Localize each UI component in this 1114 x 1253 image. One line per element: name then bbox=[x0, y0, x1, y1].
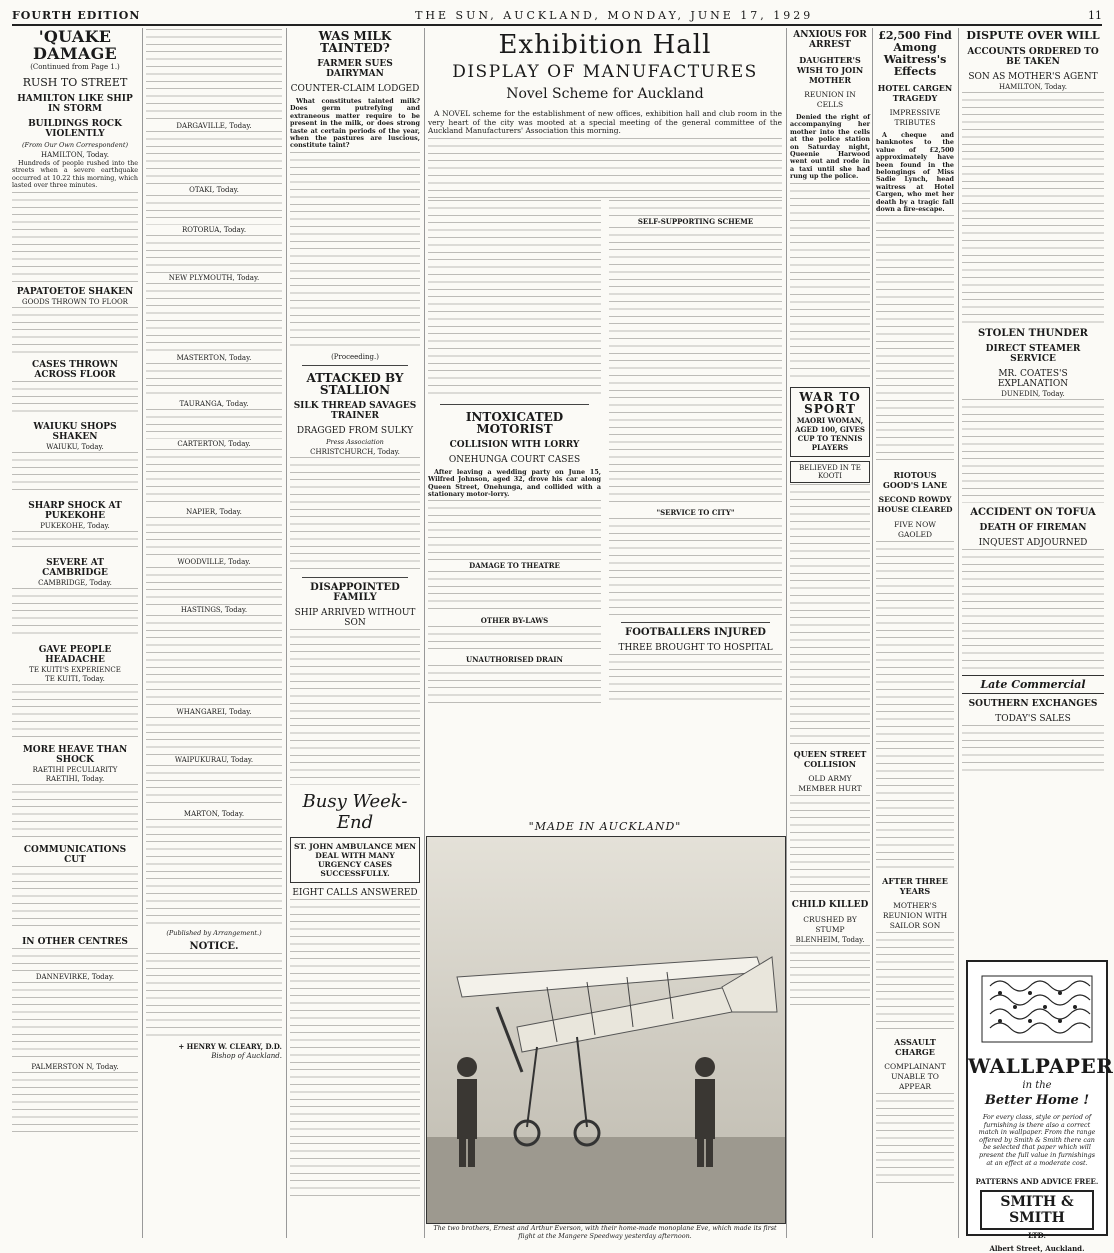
monoplane-photo bbox=[426, 836, 786, 1224]
column-2 bbox=[146, 28, 282, 1238]
byline: (From Our Own Correspondent) bbox=[21, 141, 128, 149]
war-to-sport-box bbox=[790, 387, 870, 457]
text-body bbox=[146, 235, 282, 273]
ad-address: Albert Street, Auckland. bbox=[989, 1244, 1085, 1253]
headline-collision-lorry: COLLISION WITH LORRY bbox=[449, 439, 580, 450]
subheadline-te-kuiti: TE KUITI'S EXPERIENCE bbox=[29, 665, 121, 674]
headline-onehunga: ONEHUNGA COURT CASES bbox=[448, 454, 581, 465]
text-body bbox=[609, 200, 782, 216]
headline-hamilton: HAMILTON LIKE SHIP IN STORM bbox=[17, 94, 133, 114]
text-body bbox=[290, 899, 420, 1199]
column-3 bbox=[290, 28, 420, 1238]
st-john-subhead: ST. JOHN AMBULANCE MEN DEAL WITH MANY URGENCY CASES SUCCESSFULLY. bbox=[294, 841, 417, 878]
headline-headache: GAVE PEOPLE HEADACHE bbox=[38, 644, 112, 665]
text-body bbox=[12, 684, 138, 740]
headline-accounts: ACCOUNTS ORDERED TO BE TAKEN bbox=[967, 47, 1099, 67]
article-lede: Hundreds of people rushed into the streets when a severe earthquake occurred at 10.22 this morning, which lasted over three minutes. bbox=[12, 159, 138, 190]
headline-coates: MR. COATES'S EXPLANATION bbox=[997, 369, 1069, 389]
subheadline-raetihi: RAETIHI PECULIARITY bbox=[32, 765, 118, 774]
dateline: ROTORUA, Today. bbox=[181, 226, 247, 234]
text-body bbox=[146, 409, 282, 439]
headline-three-hospital: THREE BROUGHT TO HOSPITAL bbox=[618, 642, 773, 653]
dateline: PALMERSTON N, Today. bbox=[31, 1062, 119, 1071]
dateline: CAMBRIDGE, Today. bbox=[38, 578, 112, 587]
text-body bbox=[962, 399, 1104, 503]
headline-rowdy-house: SECOND ROWDY HOUSE CLEARED bbox=[877, 495, 953, 515]
text-body bbox=[12, 381, 138, 417]
headline-notice: NOTICE. bbox=[189, 941, 239, 952]
dateline: HASTINGS, Today. bbox=[180, 606, 248, 614]
monoplane-illustration bbox=[427, 837, 785, 1223]
headline-anxious: ANXIOUS FOR ARREST bbox=[793, 30, 867, 50]
dateline: HAMILTON, Today. bbox=[41, 151, 109, 159]
text-body bbox=[428, 571, 601, 615]
headline-death-fireman: DEATH OF FIREMAN bbox=[979, 523, 1087, 533]
dateline: MASTERTON, Today. bbox=[176, 354, 252, 362]
text-body bbox=[428, 138, 782, 198]
text-body bbox=[790, 945, 870, 1005]
text-body bbox=[12, 192, 138, 282]
headline-eight-calls: EIGHT CALLS ANSWERED bbox=[292, 887, 418, 898]
dateline: WAIPUKURAU, Today. bbox=[174, 756, 254, 764]
dateline: NEW PLYMOUTH, Today. bbox=[168, 274, 260, 282]
headline-farmer-sues: FARMER SUES DAIRYMAN bbox=[317, 59, 393, 79]
column-6 bbox=[876, 28, 954, 1238]
text-body bbox=[146, 131, 282, 185]
text-body bbox=[12, 784, 138, 840]
headline-dragged: DRAGGED FROM SULKY bbox=[296, 425, 414, 436]
headline-quake-damage: 'QUAKE DAMAGE bbox=[32, 27, 118, 63]
text-body bbox=[12, 531, 138, 553]
text-body bbox=[146, 195, 282, 225]
headline-tofua: ACCIDENT ON TOFUA bbox=[970, 507, 1096, 518]
text-body bbox=[609, 518, 782, 618]
headline-child-killed: CHILD KILLED bbox=[791, 899, 869, 910]
dateline: CARTERTON, Today. bbox=[177, 440, 251, 448]
divider bbox=[302, 577, 408, 578]
headline-son-as: SON AS MOTHER'S AGENT bbox=[968, 72, 1098, 82]
dateline: DUNEDIN, Today. bbox=[1001, 390, 1065, 398]
text-body bbox=[146, 283, 282, 353]
subheadline-te-kooti: BELIEVED IN TE KOOTI bbox=[790, 461, 870, 483]
text-body bbox=[12, 1072, 138, 1132]
masthead-title: THE SUN, AUCKLAND, MONDAY, JUNE 17, 1929 bbox=[415, 9, 814, 22]
text-body bbox=[146, 363, 282, 399]
text-body bbox=[290, 457, 420, 573]
text-body bbox=[428, 200, 601, 400]
column-5 bbox=[790, 28, 870, 1238]
photo-caption: The two brothers, Ernest and Arthur Everson, with their home-made monoplane Eve, which made its first flight at the Mangere Speedway yesterday afternoon. bbox=[433, 1224, 777, 1240]
text-body bbox=[12, 982, 138, 1062]
article-lede: A cheque and banknotes to the value of £2,500 approximately have been found in the belongings of Miss Sadie Lynch, head waitress at Hotel Cargen, who met her death by a tragic fall down a fire-escape. bbox=[876, 131, 954, 214]
text-body bbox=[428, 665, 601, 705]
ad-brand: SMITH & SMITH bbox=[980, 1190, 1094, 1230]
headline-pukekohe: SHARP SHOCK AT PUKEKOHE bbox=[28, 500, 122, 521]
text-body bbox=[962, 92, 1104, 324]
column-rule bbox=[872, 28, 873, 1238]
headline-cambridge: SEVERE AT CAMBRIDGE bbox=[42, 557, 108, 578]
column-rule bbox=[286, 28, 287, 1238]
headline-war-to-sport: WAR TO SPORT bbox=[799, 389, 861, 416]
text-body bbox=[146, 953, 282, 1041]
dateline: TE KUITI, Today. bbox=[45, 674, 105, 683]
headline-silk-thread: SILK THREAD SAVAGES TRAINER bbox=[293, 400, 417, 421]
byline: Press Association bbox=[326, 437, 384, 446]
dateline: DANNEVIRKE, Today. bbox=[35, 972, 115, 981]
text-body bbox=[876, 1093, 954, 1183]
dateline: NAPIER, Today. bbox=[186, 508, 242, 516]
headline-crushed: CRUSHED BY STUMP bbox=[803, 914, 857, 934]
text-body bbox=[290, 152, 420, 352]
headline-papatoetoe: PAPATOETOE SHAKEN bbox=[16, 286, 134, 297]
dateline: RAETIHI, Today. bbox=[45, 774, 105, 783]
proceeding-note: (Proceeding.) bbox=[331, 352, 379, 361]
headline-after-three: AFTER THREE YEARS bbox=[882, 876, 948, 897]
headline-army-member: OLD ARMY MEMBER HURT bbox=[798, 773, 862, 793]
article-lede: After leaving a wedding party on June 15, Wilfred Johnson, aged 32, drove his car along Queen Street, Onehunga, and collided with a stationary motor-lorry. bbox=[428, 467, 601, 498]
headline-ship-arrived: SHIP ARRIVED WITHOUT SON bbox=[294, 607, 416, 628]
headline-disappointed: DISAPPOINTED FAMILY bbox=[310, 581, 400, 603]
headline-southern: SOUTHERN EXCHANGES bbox=[968, 699, 1098, 709]
text-body bbox=[146, 615, 282, 707]
column-rule bbox=[958, 28, 959, 1238]
column-1 bbox=[12, 28, 138, 1238]
text-body bbox=[962, 725, 1104, 775]
dateline: MARTON, Today. bbox=[183, 810, 245, 818]
divider bbox=[302, 365, 408, 366]
text-body bbox=[876, 215, 954, 465]
headline-comms-cut: COMMUNICATIONS CUT bbox=[23, 844, 127, 865]
arrangement-note: (Published by Arrangement.) bbox=[166, 929, 262, 937]
subheadline-goods-floor: GOODS THROWN TO FLOOR bbox=[22, 297, 128, 306]
headline-queen-collision: QUEEN STREET COLLISION bbox=[793, 748, 867, 769]
headline-dispute: DISPUTE OVER WILL bbox=[966, 29, 1100, 42]
continued-note: (Continued from Page 1.) bbox=[30, 63, 120, 71]
wallpaper-roll-icon bbox=[982, 970, 1092, 1048]
text-body bbox=[962, 549, 1104, 669]
wallpaper-advertisement bbox=[966, 960, 1114, 1253]
ad-ltd: LTD. bbox=[1028, 1231, 1046, 1241]
dateline: TAURANGA, Today. bbox=[179, 400, 249, 408]
subheadline-maori-woman: MAORI WOMAN, AGED 100, GIVES CUP TO TENNIS PLAYERS bbox=[795, 415, 865, 452]
headline-five-gaoled: FIVE NOW GAOLED bbox=[894, 520, 936, 540]
text-body bbox=[146, 567, 282, 605]
dateline: WAIUKU, Today. bbox=[46, 442, 104, 451]
dateline: WOODVILLE, Today. bbox=[177, 558, 251, 566]
exhibition-columns bbox=[428, 199, 782, 707]
divider bbox=[621, 622, 770, 623]
headline-todays-sales: TODAY'S SALES bbox=[995, 714, 1071, 724]
text-body bbox=[428, 626, 601, 654]
headline-impressive: IMPRESSIVE TRIBUTES bbox=[889, 108, 941, 127]
headline-cases-thrown: CASES THROWN ACROSS FLOOR bbox=[32, 359, 118, 380]
exhibition-col-right bbox=[609, 199, 782, 707]
ad-in-the: in the bbox=[1022, 1080, 1052, 1091]
headline-stolen-thunder: STOLEN THUNDER bbox=[977, 328, 1088, 339]
subhead-service-city: "SERVICE TO CITY" bbox=[656, 507, 735, 517]
divider bbox=[440, 404, 589, 405]
headline-heave: MORE HEAVE THAN SHOCK bbox=[22, 744, 128, 765]
headline-intoxicated: INTOXICATED MOTORIST bbox=[465, 409, 564, 436]
text-body bbox=[609, 654, 782, 702]
headline-other-centres: IN OTHER CENTRES bbox=[22, 936, 128, 947]
text-body bbox=[146, 819, 282, 927]
dateline: CHRISTCHURCH, Today. bbox=[310, 447, 400, 456]
headline-complainant: COMPLAINANT UNABLE TO APPEAR bbox=[884, 1062, 946, 1092]
ad-copy: For every class, style or period of furnishing is there also a correct match in wallpaper. From the range offered by Smith & Smith there can be selected that paper which will present the full value in furnishings at an effect at a moderate cost. bbox=[978, 1113, 1096, 1167]
signature: + HENRY W. CLEARY, D.D. bbox=[178, 1042, 282, 1051]
headline-reunion-cells: REUNION IN CELLS bbox=[804, 90, 856, 109]
text-body bbox=[876, 932, 954, 1032]
subhead-damage-theatre: DAMAGE TO THEATRE bbox=[469, 561, 560, 571]
text-body bbox=[12, 588, 138, 640]
ad-better-home: Better Home ! bbox=[984, 1093, 1090, 1108]
text-body bbox=[146, 765, 282, 809]
headline-direct-steamer: DIRECT STEAMER SERVICE bbox=[985, 344, 1081, 364]
column-4 bbox=[428, 28, 782, 816]
headline-assault: ASSAULT CHARGE bbox=[894, 1037, 936, 1058]
late-commercial-banner: Late Commercial bbox=[962, 675, 1104, 694]
headline-stallion: ATTACKED BY STALLION bbox=[306, 370, 404, 397]
text-body bbox=[876, 541, 954, 871]
headline-find-among: £2,500 Find Among Waitress's Effects bbox=[878, 29, 952, 78]
text-body bbox=[790, 484, 870, 744]
headline-footballers: FOOTBALLERS INJURED bbox=[625, 626, 766, 638]
text-body bbox=[146, 29, 282, 121]
article-lede: A NOVEL scheme for the establishment of new offices, exhibition hall and club room in the very heart of the city was mooted at a special meeting of the general committee of the Auckland Manufacturers' Association this morning. bbox=[428, 109, 782, 136]
text-body bbox=[146, 517, 282, 557]
subheadline-display: DISPLAY OF MANUFACTURES bbox=[452, 62, 758, 82]
dateline: DARGAVILLE, Today. bbox=[176, 122, 252, 130]
subheadline-novel-scheme: Novel Scheme for Auckland bbox=[506, 86, 704, 102]
headline-inquest: INQUEST ADJOURNED bbox=[978, 538, 1088, 548]
headline-daughter-wish: DAUGHTER'S WISH TO JOIN MOTHER bbox=[796, 55, 864, 85]
article-lede: Denied the right of accompanying her mother into the cells at the police station on Saturday night, Queenie Harwood went out and rode in a taxi until she had rung up the police. bbox=[790, 113, 870, 181]
ad-patterns: PATTERNS AND ADVICE FREE. bbox=[975, 1177, 1099, 1187]
headline-exhibition-hall: Exhibition Hall bbox=[498, 30, 712, 60]
headline-counter-claim: COUNTER-CLAIM LODGED bbox=[290, 84, 420, 94]
page-number: 11 bbox=[1088, 9, 1102, 22]
text-body bbox=[146, 717, 282, 755]
text-body bbox=[609, 227, 782, 507]
headline-rush-to-street: RUSH TO STREET bbox=[22, 76, 128, 89]
headline-busy-weekend: Busy Week-End bbox=[302, 790, 408, 833]
photo-feature bbox=[426, 820, 784, 1240]
text-body bbox=[12, 866, 138, 932]
headline-milk: WAS MILK TAINTED? bbox=[318, 29, 392, 55]
dateline: OTAKI, Today. bbox=[189, 186, 239, 194]
photo-title: "MADE IN AUCKLAND" bbox=[528, 820, 682, 833]
text-body bbox=[790, 183, 870, 383]
subhead-other-bylaws: OTHER BY-LAWS bbox=[480, 616, 549, 626]
ad-headline: WALLPAPER bbox=[968, 1054, 1114, 1078]
headline-buildings-rock: BUILDINGS ROCK VIOLENTLY bbox=[28, 119, 122, 139]
article-lede: What constitutes tainted milk? Does germ putrefying and extraneous matter require to be present in the milk, or does strong taste at certain periods of the year, when the pastures are luscious, constitute taint? bbox=[290, 97, 420, 150]
column-rule bbox=[786, 28, 787, 1238]
subhead-self-supporting: SELF-SUPPORTING SCHEME bbox=[637, 216, 754, 226]
column-7 bbox=[962, 28, 1104, 946]
edition-label: FOURTH EDITION bbox=[12, 9, 141, 22]
text-body bbox=[790, 795, 870, 895]
headline-waiuku: WAIUKU SHOPS SHAKEN bbox=[33, 421, 117, 442]
exhibition-col-left bbox=[428, 199, 601, 707]
text-body bbox=[12, 948, 138, 972]
dateline: HAMILTON, Today. bbox=[999, 83, 1067, 91]
text-body bbox=[290, 629, 420, 785]
signature-title: Bishop of Auckland. bbox=[211, 1052, 282, 1060]
headline-hotel-cargen: HOTEL CARGEN TRAGEDY bbox=[877, 83, 953, 103]
text-body bbox=[146, 449, 282, 507]
st-john-box bbox=[290, 837, 420, 883]
dateline: PUKEKOHE, Today. bbox=[40, 521, 110, 530]
headline-mothers-reunion: MOTHER'S REUNION WITH SAILOR SON bbox=[882, 901, 948, 931]
dateline: WHANGAREI, Today. bbox=[176, 708, 252, 716]
dateline: BLENHEIM, Today. bbox=[795, 935, 865, 944]
masthead bbox=[12, 6, 1102, 26]
text-body bbox=[428, 500, 601, 560]
column-rule bbox=[142, 28, 143, 1238]
subhead-unauthorised-drain: UNAUTHORISED DRAIN bbox=[466, 655, 563, 665]
column-rule bbox=[424, 28, 425, 1238]
text-body bbox=[12, 452, 138, 496]
headline-riotous: RIOTOUS GOOD'S LANE bbox=[883, 470, 947, 491]
text-body bbox=[12, 307, 138, 355]
